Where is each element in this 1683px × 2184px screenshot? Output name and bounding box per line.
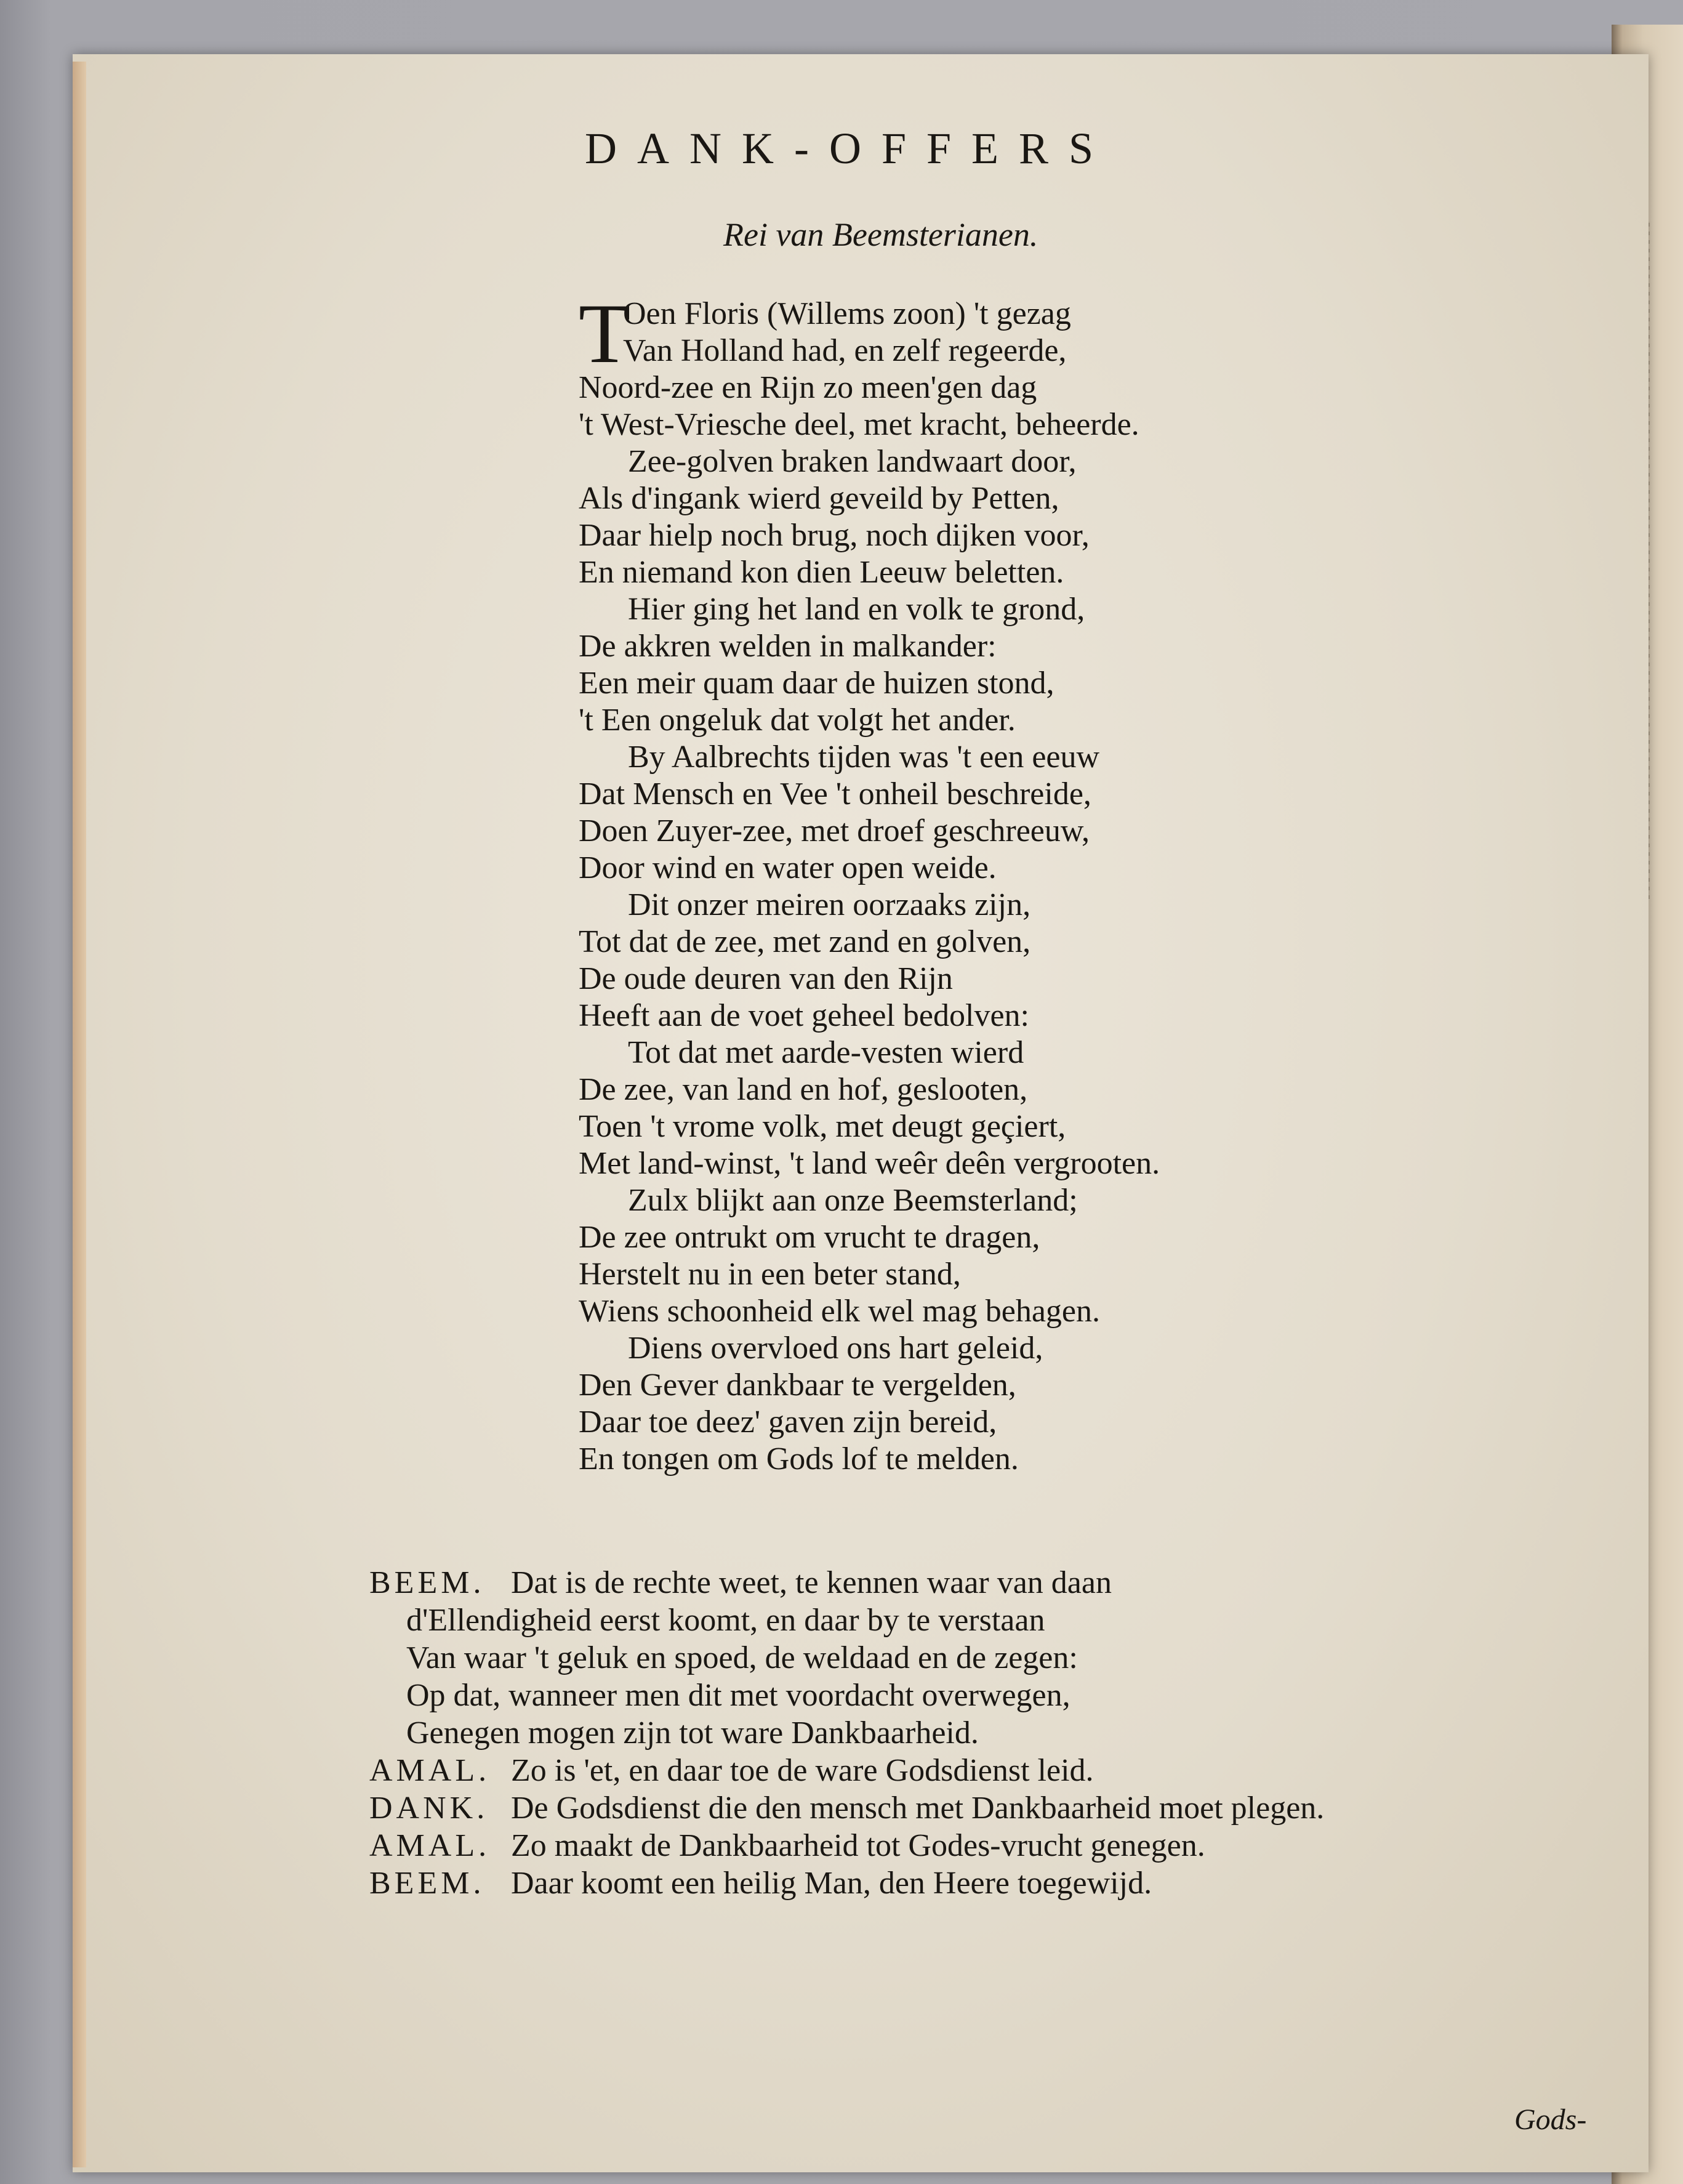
catchword: Gods- — [1514, 2103, 1587, 2136]
poem-line: Doen Zuyer-zee, met droef geschreeuw, — [579, 813, 1090, 848]
poem-line: De oude deuren van den Rijn — [579, 961, 953, 996]
poem-line: Door wind en water open weide. — [579, 850, 997, 885]
dialogue-text: Daar koomt een heilig Man, den Heere toegewijd. — [511, 1866, 1152, 1901]
poem — [579, 286, 1160, 1478]
poem-line: 't Een ongeluk dat volgt het ander. — [579, 703, 1016, 738]
poem-line: Wiens schoonheid elk wel mag behagen. — [579, 1294, 1100, 1329]
poem-line: Met land-winst, 't land weêr deên vergrooten. — [579, 1146, 1160, 1181]
poem-line: En tongen om Gods lof te melden. — [579, 1441, 1019, 1477]
poem-line: Dat Mensch en Vee 't onheil beschreide, — [579, 776, 1091, 812]
poem-line: Dit onzer meiren oorzaaks zijn, — [628, 887, 1031, 922]
speaker-label: DANK. — [369, 1791, 489, 1826]
dialogue-text: Op dat, wanneer men dit met voordacht overwegen, — [406, 1678, 1070, 1713]
speaker-label: AMAL. — [369, 1753, 491, 1788]
dialogue-line — [369, 1564, 1324, 1602]
poem-line: Tot dat met aarde-vesten wierd — [628, 1035, 1024, 1070]
poem-line: Zulx blijkt aan onze Beemsterland; — [628, 1183, 1078, 1218]
dialogue-text: Zo maakt de Dankbaarheid tot Godes-vrucht genegen. — [511, 1828, 1205, 1863]
speaker-label: BEEM. — [369, 1565, 485, 1600]
dialogue-line — [369, 1602, 1324, 1639]
dialogue-line — [369, 1864, 1324, 1902]
poem-line: De akkren welden in malkander: — [579, 629, 997, 664]
poem-line: Daar toe deez' gaven zijn bereid, — [579, 1404, 997, 1440]
dialogue-line — [369, 1714, 1324, 1752]
poem-line: Toen 't vrome volk, met deugt geçiert, — [579, 1109, 1066, 1144]
running-header: DANK-OFFERS — [585, 124, 1114, 173]
poem-line: Van Holland had, en zelf regeerde, — [623, 333, 1067, 368]
dialogue — [369, 1564, 1324, 1902]
speaker-label: BEEM. — [369, 1866, 485, 1901]
poem-line: Noord-zee en Rijn zo meen'gen dag — [579, 370, 1037, 405]
poem-line: De zee ontrukt om vrucht te dragen, — [579, 1220, 1040, 1255]
dialogue-text: Dat is de rechte weet, te kennen waar van daan — [511, 1565, 1112, 1600]
dialogue-line — [369, 1789, 1324, 1827]
poem-line: Herstelt nu in een beter stand, — [579, 1257, 961, 1292]
poem-line: Daar hielp noch brug, noch dijken voor, — [579, 518, 1090, 553]
dialogue-text: Zo is 'et, en daar toe de ware Godsdienst leid. — [511, 1753, 1094, 1788]
poem-line: Den Gever dankbaar te vergelden, — [579, 1368, 1016, 1403]
dialogue-text: De Godsdienst die den mensch met Dankbaarheid moet plegen. — [511, 1791, 1325, 1826]
section-subtitle: Rei van Beemsterianen. — [723, 216, 1038, 253]
drop-cap: T — [579, 286, 631, 381]
dialogue-line — [369, 1827, 1324, 1864]
poem-line: Heeft aan de voet geheel bedolven: — [579, 998, 1029, 1033]
poem-line: Hier ging het land en volk te grond, — [628, 592, 1085, 627]
poem-line: En niemand kon dien Leeuw beletten. — [579, 555, 1064, 590]
speaker-label: AMAL. — [369, 1828, 491, 1863]
poem-line: Zee-golven braken landwaart door, — [628, 444, 1077, 479]
dialogue-line — [369, 1677, 1324, 1714]
dialogue-text: d'Ellendigheid eerst koomt, en daar by te verstaan — [406, 1603, 1045, 1638]
poem-line: T Oen Floris (Willems zoon) 't gezag — [579, 286, 1071, 381]
dialogue-text: Genegen mogen zijn tot ware Dankbaarheid. — [406, 1715, 979, 1751]
poem-line: Als d'ingank wierd geveild by Petten, — [579, 481, 1059, 516]
poem-line: Een meir quam daar de huizen stond, — [579, 666, 1054, 701]
poem-line: Tot dat de zee, met zand en golven, — [579, 924, 1031, 959]
dialogue-line — [369, 1752, 1324, 1789]
poem-line: De zee, van land en hof, geslooten, — [579, 1072, 1028, 1107]
poem-line: 't West-Vriesche deel, met kracht, beheerde. — [579, 407, 1139, 442]
poem-line: Diens overvloed ons hart geleid, — [628, 1331, 1043, 1366]
dialogue-text: Van waar 't geluk en spoed, de weldaad en de zegen: — [406, 1640, 1078, 1675]
dialogue-line — [369, 1639, 1324, 1677]
poem-line: By Aalbrechts tijden was 't een eeuw — [628, 739, 1100, 775]
page-edge — [73, 62, 86, 2167]
